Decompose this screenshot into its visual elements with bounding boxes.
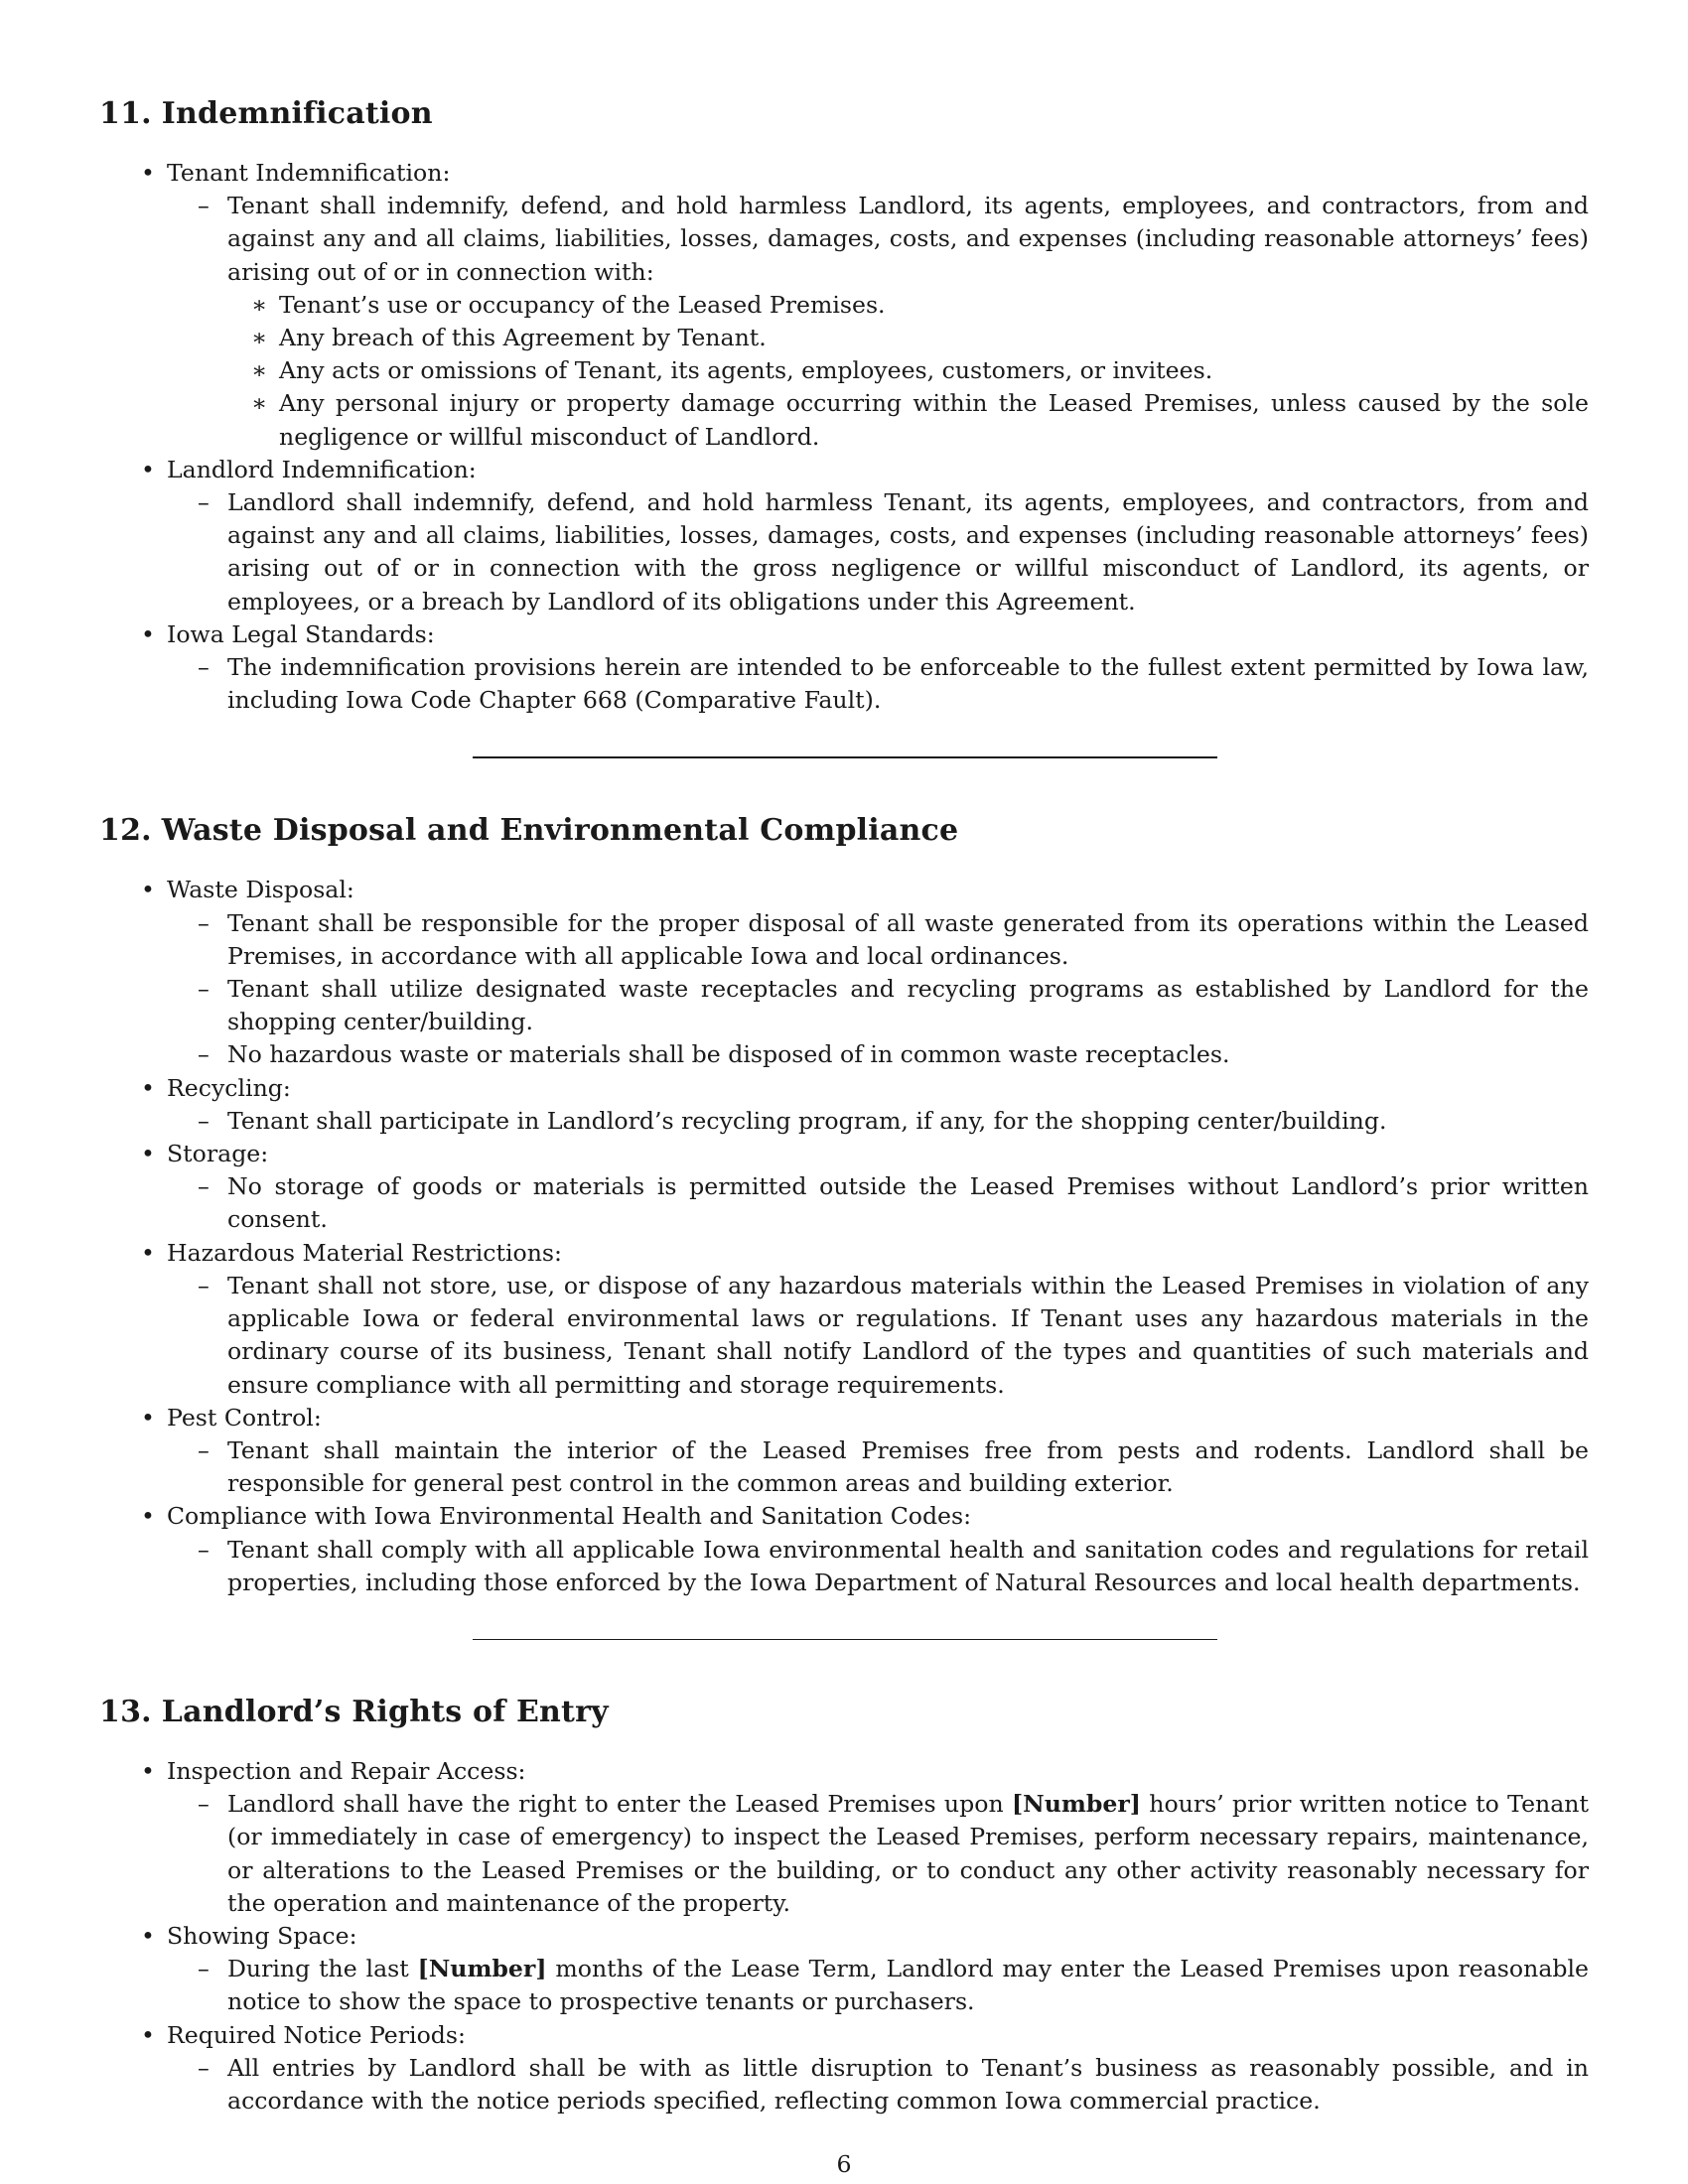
dash-icon: – [198,1535,210,1564]
sub-item: – No storage of goods or materials is permitted outside the Leased Premises without Landlord’s prior written consent. [198,1172,1589,1234]
dash-icon: – [198,192,210,220]
asterisk-icon: ∗ [251,290,268,319]
sub-item: – Landlord shall indemnify, defend, and hold harmless Tenant, its agents, employees, and contractors, from and against any and all claims, liabilities, losses, damages, costs, and expenses (including reasonable attorneys’ fees) arising out of or in connection with the gross negligence or willful misconduct of Landlord, its agents, or employees, or a breach by Landlord of its obligations under this Agreement. [198,488,1589,615]
sub-item: – Landlord shall have the right to enter the Leased Premises upon [Number] hours’ prior written notice to Tenant (or immediately in case of emergency) to inspect the Leased Premises, perform necessary repairs, maintenance, or alterations to the Leased Premises or the building, or to conduct any other activity reasonably necessary for the operation and maintenance of the property. [198,1790,1589,1917]
sub-sub-item: ∗ Tenant’s use or occupancy of the Leased Premises. [279,289,1589,322]
section-divider [473,756,1217,758]
item-label: Showing Space: [167,1921,357,1950]
item-label: Recycling: [167,1073,291,1102]
list-item [141,1500,1589,1599]
document-page [99,91,1589,2117]
dash-icon: – [198,653,210,682]
item-label: Compliance with Iowa Environmental Health and Sanitation Codes: [167,1502,972,1531]
section-indemnification [99,91,1589,717]
sub-item-text: Tenant shall indemnify, defend, and hold harmless Landlord, its agents, employees, and contractors, from and against any and all claims, liabilities, losses, damages, costs, and expenses (including reasonable attorneys’ fees) arising out of or in connection with: [227,192,1589,286]
dash-icon: – [198,1435,210,1464]
dash-icon: – [198,2053,210,2082]
bullet-icon: • [141,1073,155,1102]
bullet-icon: • [141,619,155,648]
section-heading: 11. Indemnification [99,96,433,131]
sub-item: – Tenant shall be responsible for the proper disposal of all waste generated from its operations within the Leased Premises, in accordance with all applicable Iowa and local ordinances. [198,908,1589,970]
section-list [99,157,1589,717]
sub-item: – Tenant shall maintain the interior of the Leased Premises free from pests and rodents. Landlord shall be responsible for general pest control in the common areas and building exterior. [198,1435,1589,1498]
bullet-icon: • [141,1238,155,1267]
dash-icon: – [198,1955,210,1983]
asterisk-icon: ∗ [251,389,268,418]
section-divider [473,1639,1217,1640]
sub-item: – Tenant shall not store, use, or dispose of any hazardous materials within the Leased Premises in violation of any applicable Iowa or federal environmental laws or regulations. If Tenant uses any hazardous materials in the ordinary course of its business, Tenant shall notify Landlord of the types and quantities of such materials and ensure compliance with all permitting and storage requirements. [198,1271,1589,1399]
item-label: Required Notice Periods: [167,2020,466,2049]
dash-icon: – [198,975,210,1004]
sub-item: – Tenant shall comply with all applicable Iowa environmental health and sanitation codes and regulations for retail properties, including those enforced by the Iowa Department of Natural Resources and local health departments. [198,1535,1589,1596]
item-label: Hazardous Material Restrictions: [167,1238,562,1267]
list-item [141,1402,1589,1501]
asterisk-icon: ∗ [251,356,268,385]
section-list [99,874,1589,1598]
dash-icon: – [198,908,210,937]
bullet-icon: • [141,1921,155,1950]
bullet-icon: • [141,1140,155,1168]
list-item [141,618,1589,718]
bullet-icon: • [141,2020,155,2049]
bullet-icon: • [141,1502,155,1531]
dash-icon: – [198,1172,210,1201]
sub-sub-item: ∗ Any breach of this Agreement by Tenant. [279,322,1589,354]
section-heading: 13. Landlord’s Rights of Entry [99,1694,609,1729]
item-label: Storage: [167,1140,269,1168]
list-item [141,874,1589,1071]
list-item [141,454,1589,618]
list-item [141,1755,1589,1920]
item-label: Pest Control: [167,1403,322,1432]
bullet-icon: • [141,876,155,904]
list-item [141,1237,1589,1402]
dash-icon: – [198,1790,210,1819]
list-item [141,157,1589,454]
item-label: Tenant Indemnification: [167,159,451,187]
bullet-icon: • [141,1756,155,1785]
sub-sub-item: ∗ Any acts or omissions of Tenant, its agents, employees, customers, or invitees. [279,354,1589,387]
sub-item: – Tenant shall utilize designated waste receptacles and recycling programs as established by Landlord for the shopping center/building. [198,975,1589,1036]
sub-item: – The indemnification provisions herein are intended to be enforceable to the fullest extent permitted by Iowa law, including Iowa Code Chapter 668 (Comparative Fault). [198,653,1589,715]
asterisk-icon: ∗ [251,324,268,352]
list-item [141,1920,1589,2019]
item-label: Waste Disposal: [167,876,354,904]
section-heading: 12. Waste Disposal and Environmental Compliance [99,813,959,849]
sub-item: – During the last [Number] months of the Lease Term, Landlord may enter the Leased Premises upon reasonable notice to show the space to prospective tenants or purchasers. [198,1955,1589,2016]
page-number: 6 [836,2150,852,2178]
list-item [141,1072,1589,1138]
sub-item [198,190,1589,454]
placeholder-field: [Number] [417,1955,547,1983]
item-label: Landlord Indemnification: [167,455,477,483]
sub-item: – Tenant shall participate in Landlord’s recycling program, if any, for the shopping center/building. [227,1105,1589,1138]
dash-icon: – [198,1271,210,1299]
list-item [141,2019,1589,2118]
section-rights-of-entry [99,1690,1589,2117]
item-label: Inspection and Repair Access: [167,1756,526,1785]
sub-item: – No hazardous waste or materials shall be disposed of in common waste receptacles. [227,1038,1589,1071]
section-list [99,1755,1589,2117]
bullet-icon: • [141,455,155,483]
bullet-icon: • [141,159,155,187]
sub-sub-item: ∗ Any personal injury or property damage occurring within the Leased Premises, unless caused by the sole negligence or willful misconduct of Landlord. [251,389,1589,451]
bullet-icon: • [141,1403,155,1432]
dash-icon: – [198,488,210,517]
section-waste-disposal [99,808,1589,1598]
sub-item: – All entries by Landlord shall be with as little disruption to Tenant’s business as reasonably possible, and in accordance with the notice periods specified, reflecting common Iowa commercial practice. [198,2053,1589,2115]
dash-icon: – [198,1040,210,1069]
placeholder-field: [Number] [1011,1790,1141,1819]
item-label: Iowa Legal Standards: [167,619,435,648]
list-item [141,1138,1589,1237]
dash-icon: – [198,1106,210,1135]
